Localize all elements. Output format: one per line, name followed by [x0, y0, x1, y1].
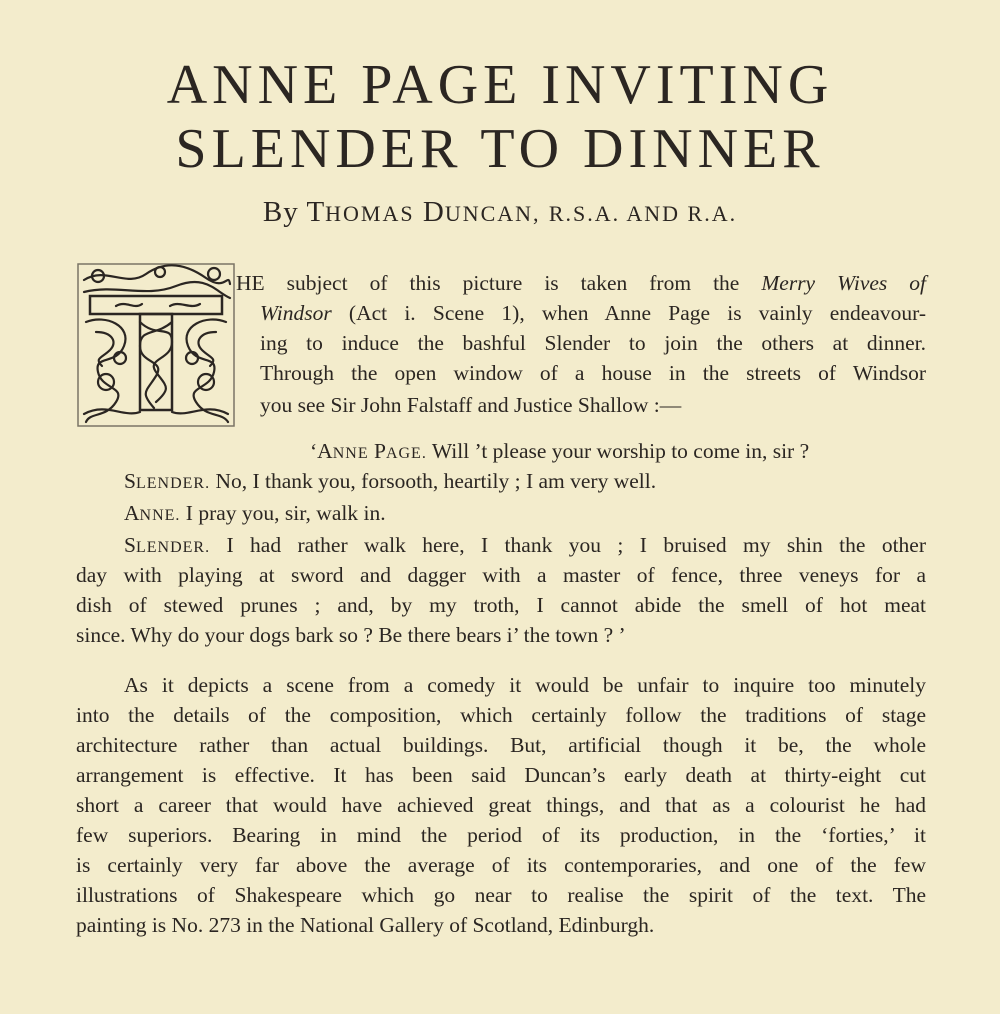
- title-line-2: SLENDER TO DINNER: [175, 118, 825, 180]
- dialogue-line-3: ANNE. I pray you, sir, walk in.: [124, 501, 386, 525]
- author-honors: R.S.A. AND R.A.: [548, 201, 738, 226]
- author-first-name: THOMAS: [306, 196, 415, 228]
- para2-line-6: few superiors. Bearing in mind the period of its production, in the ‘forties,’ it: [76, 823, 926, 847]
- dialogue-line-5: day with playing at sword and dagger with a master of fence, three veneys for a: [76, 563, 926, 587]
- dialogue-line-4: SLENDER. I had rather walk here, I thank you ; I bruised my shin the other: [124, 533, 926, 557]
- byline: [0, 196, 1000, 229]
- para2-line-1: As it depicts a scene from a comedy it would be unfair to inquire too minutely: [124, 673, 926, 697]
- para2-line-3: architecture rather than actual buildings. But, artificial though it be, the whole: [76, 733, 926, 757]
- author-last-name: DUNCAN,: [422, 196, 541, 228]
- para2-line-7: is certainly very far above the average of its contemporaries, and one of the few: [76, 853, 926, 877]
- title-line-1: ANNE PAGE INVITING: [166, 54, 834, 116]
- byline-by: By: [262, 196, 299, 228]
- para1-line-3: ing to induce the bashful Slender to join the others at dinner.: [260, 331, 926, 355]
- dialogue-line-1: ‘ANNE PAGE. Will ’t please your worship to come in, sir ?: [310, 439, 810, 463]
- dialogue-line-7: since. Why do your dogs bark so ? Be there bears i’ the town ? ’: [76, 623, 626, 647]
- para1-line-2: Windsor (Act i. Scene 1), when Anne Page is vainly endeavour-: [260, 301, 927, 325]
- para2-line-5: short a career that would have achieved great things, and that as a colourist he had: [76, 793, 926, 817]
- para1-line-1: HE subject of this picture is taken from the Merry Wives of: [236, 271, 927, 295]
- dialogue-line-6: dish of stewed prunes ; and, by my troth, I cannot abide the smell of hot meat: [76, 593, 926, 617]
- dialogue-line-2: SLENDER. No, I thank you, forsooth, heartily ; I am very well.: [124, 469, 657, 493]
- para2-line-9: painting is No. 273 in the National Gallery of Scotland, Edinburgh.: [76, 913, 655, 937]
- ornamental-initial-t-icon: [76, 262, 236, 428]
- para1-line-4: Through the open window of a house in the streets of Windsor: [260, 361, 926, 385]
- para1-line-5: you see Sir John Falstaff and Justice Shallow :—: [260, 393, 682, 417]
- para2-line-4: arrangement is effective. It has been said Duncan’s early death at thirty-eight cut: [76, 763, 926, 787]
- para2-line-8: illustrations of Shakespeare which go near to realise the spirit of the text. The: [76, 883, 926, 907]
- para2-line-2: into the details of the composition, which certainly follow the traditions of stage: [76, 703, 926, 727]
